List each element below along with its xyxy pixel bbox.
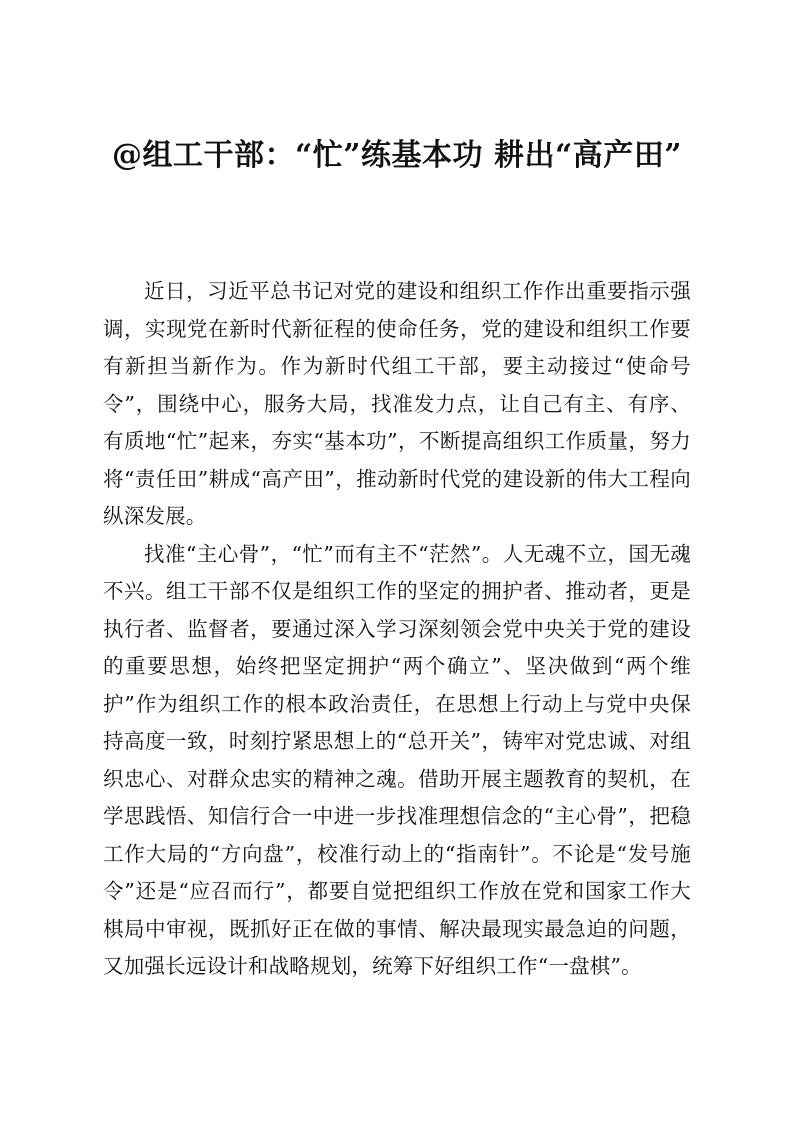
document-title: @组工干部：“忙”练基本功 耕出“高产田” [112,138,682,173]
paragraph-intro: 近日，习近平总书记对党的建设和组织工作作出重要指示强调，实现党在新时代新征程的使命任务，党的建设和组织工作要有新担当新作为。作为新时代组工干部，要主动接过“使命号令”，围绕中心，服务大局，找准发力点，让自己有主、有序、有质地“忙”起来，夯实“基本功”，不断提高组织工作质量，努力将“责任田”耕成“高产田”，推动新时代党的建设新的伟大工程向纵深发展。 [103,279,691,528]
document-body [103,273,691,986]
paragraph-core-belief: 找准“主心骨”，“忙”而有主不“茫然”。人无魂不立，国无魂不兴。组工干部不仅是组织工作的坚定的拥护者、推动者，更是执行者、监督者，要通过深入学习深刻领会党中央关于党的建设的重要思想，始终把坚定拥护“两个确立”、坚决做到“两个维护”作为组织工作的根本政治责任，在思想上行动上与党中央保持高度一致，时刻拧紧思想上的“总开关”，铸牢对党忠诚、对组织忠心、对群众忠实的精神之魂。借助开展主题教育的契机，在学思践悟、知信行合一中进一步找准理想信念的“主心骨”，把稳工作大局的“方向盘”，校准行动上的“指南针”。不论是“发号施令”还是“应召而行”，都要自觉把组织工作放在党和国家工作大棋局中审视，既抓好正在做的事情、解决最现实最急迫的问题，又加强长远设计和战略规划，统筹下好组织工作“一盘棋”。 [103,541,691,978]
